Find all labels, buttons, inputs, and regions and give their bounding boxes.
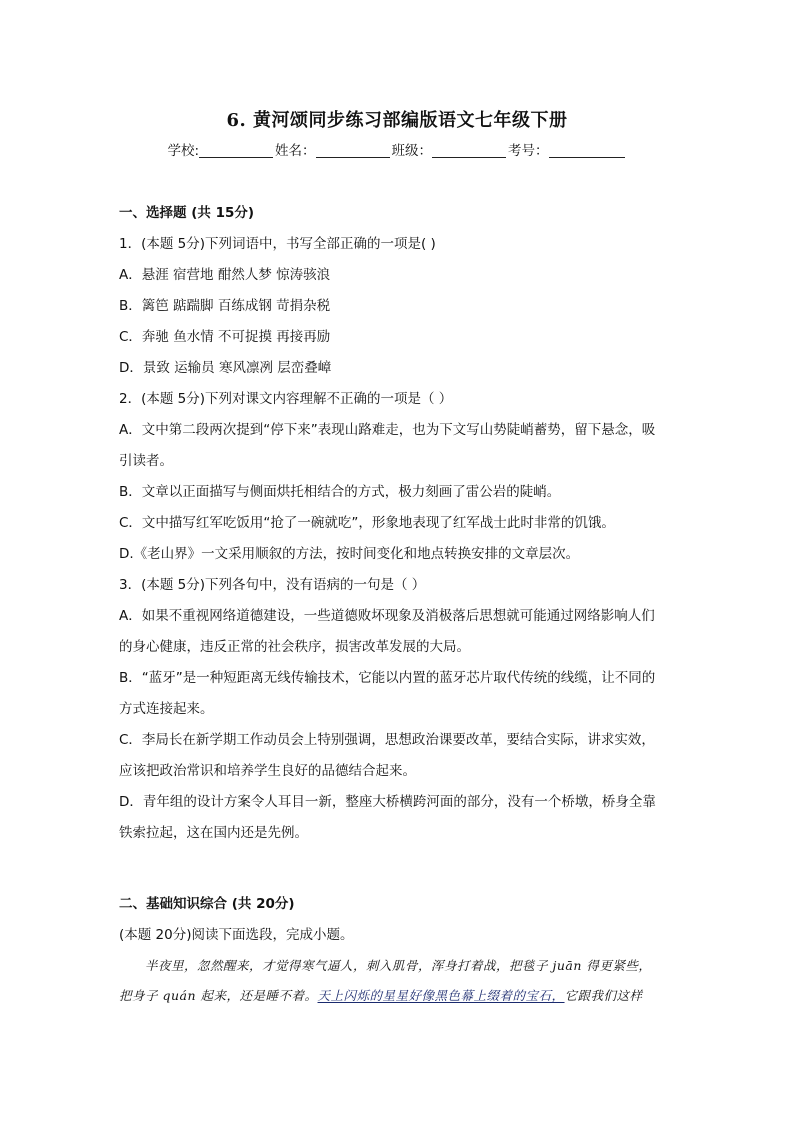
passage-line-2-text: 把身子 quán 起来，还是睡不着。 [119, 988, 318, 1003]
question-3-option-c-line1: C．李局长在新学期工作动员会上特别强调，思想政治课要改革，要结合实际，讲求实效， [119, 732, 655, 748]
question-2-option-a-line1: A．文中第二段两次提到“停下来”表现山路难走，也为下文写山势陡峭蓄势，留下悬念，吸 [119, 422, 656, 438]
passage-line-2-tail: 它跟我们这样 [564, 988, 643, 1003]
question-1-option-d: D．景致 运输员 寒风凛冽 层峦叠嶂 [119, 360, 332, 376]
name-label: 姓名： [275, 143, 316, 159]
school-blank[interactable] [199, 143, 273, 158]
name-blank[interactable] [316, 143, 390, 158]
section-2-intro: (本题 20分)阅读下面选段，完成小题。 [119, 927, 354, 943]
question-1-stem: 1．(本题 5分)下列词语中，书写全部正确的一项是( ) [119, 236, 436, 252]
page-title: 6. 黄河颂同步练习部编版语文七年级下册 [226, 110, 568, 131]
number-label: 考号： [508, 143, 549, 159]
section-gap [119, 854, 689, 894]
school-label: 学校: [167, 143, 200, 159]
passage-line-1-text: 半夜里，忽然醒来，才觉得寒气逼人，刺入肌骨，浑身打着战，把毯子 juān 得更紧些， [145, 958, 652, 973]
question-3-option-b-line2: 方式连接起来。 [119, 701, 214, 717]
question-1-option-c: C．奔驰 鱼水情 不可捉摸 再接再励 [119, 329, 331, 345]
passage-line-2 [119, 986, 689, 1016]
question-1-option-b: B．篱笆 踮踹脚 百练成钢 苛捐杂税 [119, 298, 331, 314]
question-2-stem: 2．(本题 5分)下列对课文内容理解不正确的一项是（ ） [119, 391, 453, 407]
question-2-option-b: B．文章以正面描写与侧面烘托相结合的方式，极力刻画了雷公岩的陡峭。 [119, 484, 561, 500]
reading-passage [119, 956, 689, 1016]
question-3-option-c-line2: 应该把政治常识和培养学生良好的品德结合起来。 [119, 763, 416, 779]
question-3-option-b-line1: B．“蓝牙”是一种短距离无线传输技术，它能以内置的蓝牙芯片取代传统的线缆，让不同的 [119, 670, 656, 686]
underlined-sentence: 天上闪烁的星星好像黑色幕上缀着的宝石， [317, 988, 565, 1003]
question-2-option-d: D.《老山界》一文采用顺叙的方法，按时间变化和地点转换安排的文章层次。 [119, 546, 580, 562]
passage-line-1 [119, 956, 689, 986]
section-1-title: 一、选择题 (共 15分) [119, 205, 255, 221]
question-3-option-d-line2: 铁索拉起，这在国内还是先例。 [119, 825, 308, 841]
question-3-option-a-line1: A．如果不重视网络道德建设，一些道德败坏现象及消极落后思想就可能通过网络影响人们 [119, 608, 655, 624]
student-info-row [0, 139, 794, 159]
question-3-option-a-line2: 的身心健康，违反正常的社会秩序，损害改革发展的大局。 [119, 639, 470, 655]
number-blank[interactable] [549, 143, 625, 158]
exam-content [119, 203, 689, 1016]
class-blank[interactable] [432, 143, 506, 158]
question-2-option-a-line2: 引读者。 [119, 453, 173, 469]
question-3-option-d-line1: D．青年组的设计方案令人耳目一新，整座大桥横跨河面的部分，没有一个桥墩，桥身全靠 [119, 794, 656, 810]
section-2-title: 二、基础知识综合 (共 20分) [119, 896, 295, 912]
question-3-stem: 3．(本题 5分)下列各句中，没有语病的一句是（ ） [119, 577, 426, 593]
question-2-option-c: C．文中描写红军吃饭用“抢了一碗就吃”，形象地表现了红军战士此时非常的饥饿。 [119, 515, 615, 531]
question-1-option-a: A．悬涯 宿营地 酣然人梦 惊涛骇浪 [119, 267, 331, 283]
class-label: 班级： [391, 143, 433, 159]
